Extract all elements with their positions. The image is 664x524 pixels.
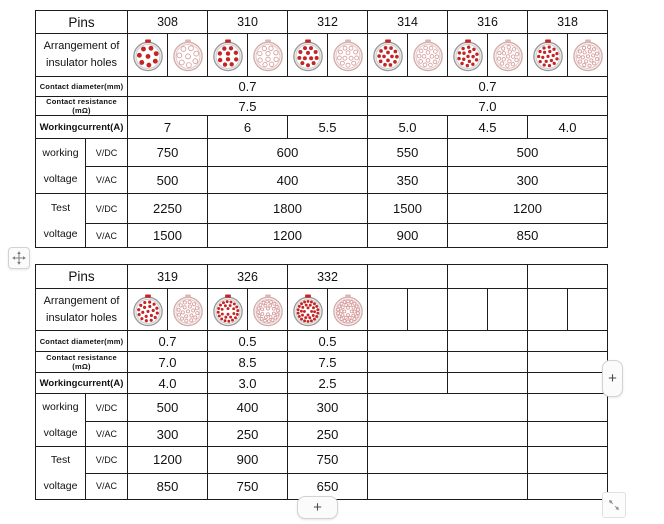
pin-number-cell[interactable]: 332 [288,265,368,289]
pin-number-cell[interactable]: 326 [208,265,288,289]
resize-diagonal-icon [606,497,622,513]
table-row [36,97,608,116]
value-cell[interactable]: 4.5 [448,116,528,139]
connector-cell[interactable] [128,34,168,77]
value-cell[interactable]: 6 [208,116,288,139]
value-cell[interactable]: 900 [208,447,288,474]
value-cell[interactable]: 1200 [448,194,608,224]
empty-cell[interactable] [368,422,528,447]
connector-face-outline-icon [331,38,365,72]
connector-cell[interactable] [408,34,448,77]
connector-cell[interactable] [448,34,488,77]
connector-face-outline-icon [171,38,205,72]
connector-cell[interactable] [208,34,248,77]
value-cell[interactable]: 350 [368,167,448,194]
table-row [36,139,608,167]
empty-cell[interactable] [368,373,448,394]
empty-cell[interactable] [488,289,528,331]
value-cell[interactable]: 5.5 [288,116,368,139]
table-row [36,422,608,447]
row-label-current[interactable]: Workingcurrent(A) [36,116,128,139]
value-cell[interactable]: 300 [448,167,608,194]
row-label-pins[interactable]: Pins [36,265,128,289]
add-row-button[interactable] [297,496,338,519]
table-row [36,34,608,77]
pin-number-cell[interactable]: 319 [128,265,208,289]
connector-face-solid-icon [211,38,245,72]
plus-icon: + [608,370,617,387]
connector-cell[interactable] [288,289,328,331]
connector-cell[interactable] [128,289,168,331]
value-cell[interactable]: 300 [288,394,368,422]
connector-cell[interactable] [368,34,408,77]
row-label-vac[interactable]: V/AC [86,167,128,194]
empty-cell[interactable] [368,331,448,352]
connector-face-solid-icon [211,293,245,327]
connector-face-solid-icon [531,38,565,72]
empty-cell[interactable] [528,373,608,394]
value-cell[interactable]: 1200 [128,447,208,474]
empty-cell[interactable] [448,265,528,289]
pin-number-cell[interactable]: 314 [368,11,448,34]
table-row [36,265,608,289]
connector-face-outline-icon [411,38,445,72]
value-cell[interactable]: 2.5 [288,373,368,394]
value-cell[interactable]: 400 [208,394,288,422]
value-cell[interactable]: 750 [128,139,208,167]
empty-cell[interactable] [448,289,488,331]
value-cell[interactable]: 7.0 [368,97,608,116]
value-cell[interactable]: 500 [448,139,608,167]
table-row [36,352,608,373]
value-cell[interactable]: 3.0 [208,373,288,394]
table-row [36,447,608,474]
row-label-resistance[interactable]: Contact resistance (mΩ) [36,97,128,116]
table-row [36,224,608,248]
value-cell[interactable]: 0.5 [288,331,368,352]
row-label-test-voltage[interactable]: Test voltage [36,194,86,248]
empty-cell[interactable] [368,447,528,474]
empty-cell[interactable] [448,331,528,352]
connector-cell[interactable] [528,34,568,77]
table-row [36,167,608,194]
row-label-vdc[interactable]: V/DC [86,447,128,474]
connector-face-outline-icon [331,293,365,327]
connector-face-outline-icon [251,293,285,327]
pin-number-cell[interactable]: 308 [128,11,208,34]
value-cell[interactable]: 850 [448,224,608,248]
row-label-test-voltage[interactable]: Test voltage [36,447,86,500]
value-cell[interactable]: 5.0 [368,116,448,139]
empty-cell[interactable] [568,289,608,331]
table-row [36,11,608,34]
empty-cell[interactable] [528,265,608,289]
value-cell[interactable]: 1800 [208,194,368,224]
value-cell[interactable]: 900 [368,224,448,248]
row-label-arrangement[interactable]: Arrangement of insulator holes [36,289,128,331]
row-label-vac[interactable]: V/AC [86,224,128,248]
connector-face-solid-icon [371,38,405,72]
add-column-button[interactable] [602,360,623,397]
table-resize-handle[interactable] [602,492,626,518]
value-cell[interactable]: 1200 [208,224,368,248]
value-cell[interactable]: 500 [128,167,208,194]
empty-cell[interactable] [528,331,608,352]
value-cell[interactable]: 1500 [128,224,208,248]
row-label-vdc[interactable]: V/DC [86,394,128,422]
value-cell[interactable]: 750 [288,447,368,474]
connector-face-outline-icon [171,293,205,327]
table-row [36,373,608,394]
empty-cell[interactable] [448,373,528,394]
value-cell[interactable]: 0.7 [368,77,608,97]
connector-face-outline-icon [571,38,605,72]
value-cell[interactable]: 300 [128,422,208,447]
value-cell[interactable]: 7.5 [288,352,368,373]
row-label-diameter[interactable]: Contact diameter(mm) [36,331,128,352]
empty-cell[interactable] [368,473,528,500]
value-cell[interactable]: 7 [128,116,208,139]
value-cell[interactable]: 7.5 [128,97,368,116]
empty-cell[interactable] [528,473,608,500]
empty-cell[interactable] [528,289,568,331]
value-cell[interactable]: 250 [288,422,368,447]
connector-cell[interactable] [568,34,608,77]
row-label-vac[interactable]: V/AC [86,473,128,500]
connector-cell[interactable] [208,289,248,331]
row-label-diameter[interactable]: Contact diameter(mm) [36,77,128,97]
value-cell[interactable]: 650 [288,473,368,500]
empty-cell[interactable] [528,422,608,447]
table-row [36,394,608,422]
table-row [36,331,608,352]
row-label-resistance[interactable]: Contact resistance (mΩ) [36,352,128,373]
connector-face-outline-icon [491,38,525,72]
row-label-working-voltage[interactable]: working voltage [36,139,86,194]
connector-face-solid-icon [291,38,325,72]
empty-cell[interactable] [368,265,448,289]
plus-icon: + [313,499,322,516]
connector-cell[interactable] [168,34,208,77]
value-cell[interactable]: 8.5 [208,352,288,373]
value-cell[interactable]: 550 [368,139,448,167]
value-cell[interactable]: 500 [128,394,208,422]
table-row [36,116,608,139]
connector-cell[interactable] [248,34,288,77]
row-label-vac[interactable]: V/AC [86,422,128,447]
connector-face-solid-icon [131,38,165,72]
row-label-working-voltage[interactable]: working voltage [36,394,86,447]
row-label-vdc[interactable]: V/DC [86,139,128,167]
empty-cell[interactable] [528,352,608,373]
connector-face-outline-icon [251,38,285,72]
empty-cell[interactable] [528,447,608,474]
value-cell[interactable]: 750 [208,473,288,500]
value-cell[interactable]: 0.5 [208,331,288,352]
table-row [36,77,608,97]
value-cell[interactable]: 0.7 [128,331,208,352]
empty-cell[interactable] [368,394,528,422]
pin-number-cell[interactable]: 318 [528,11,608,34]
pin-spec-table-2 [35,264,608,500]
row-label-current[interactable]: Workingcurrent(A) [36,373,128,394]
connector-cell[interactable] [328,289,368,331]
connector-face-solid-icon [451,38,485,72]
value-cell[interactable]: 600 [208,139,368,167]
connector-face-solid-icon [131,293,165,327]
pin-number-cell[interactable]: 310 [208,11,288,34]
empty-cell[interactable] [368,289,408,331]
empty-cell[interactable] [368,352,448,373]
value-cell[interactable]: 2250 [128,194,208,224]
table-move-handle[interactable] [8,247,30,269]
value-cell[interactable]: 250 [208,422,288,447]
pin-number-cell[interactable]: 312 [288,11,368,34]
move-icon [12,251,26,265]
value-cell[interactable]: 4.0 [528,116,608,139]
table-row [36,194,608,224]
table-row [36,289,608,331]
connector-cell[interactable] [248,289,288,331]
connector-face-solid-icon [291,293,325,327]
value-cell[interactable]: 850 [128,473,208,500]
connector-cell[interactable] [488,34,528,77]
value-cell[interactable]: 0.7 [128,77,368,97]
pin-number-cell[interactable]: 316 [448,11,528,34]
value-cell[interactable]: 1500 [368,194,448,224]
value-cell[interactable]: 400 [208,167,368,194]
pin-spec-table-1 [35,10,608,248]
row-label-vdc[interactable]: V/DC [86,194,128,224]
empty-cell[interactable] [528,394,608,422]
row-label-arrangement[interactable]: Arrangement of insulator holes [36,34,128,77]
value-cell[interactable]: 7.0 [128,352,208,373]
empty-cell[interactable] [448,352,528,373]
connector-cell[interactable] [288,34,328,77]
empty-cell[interactable] [408,289,448,331]
connector-cell[interactable] [168,289,208,331]
row-label-pins[interactable]: Pins [36,11,128,34]
value-cell[interactable]: 4.0 [128,373,208,394]
connector-cell[interactable] [328,34,368,77]
